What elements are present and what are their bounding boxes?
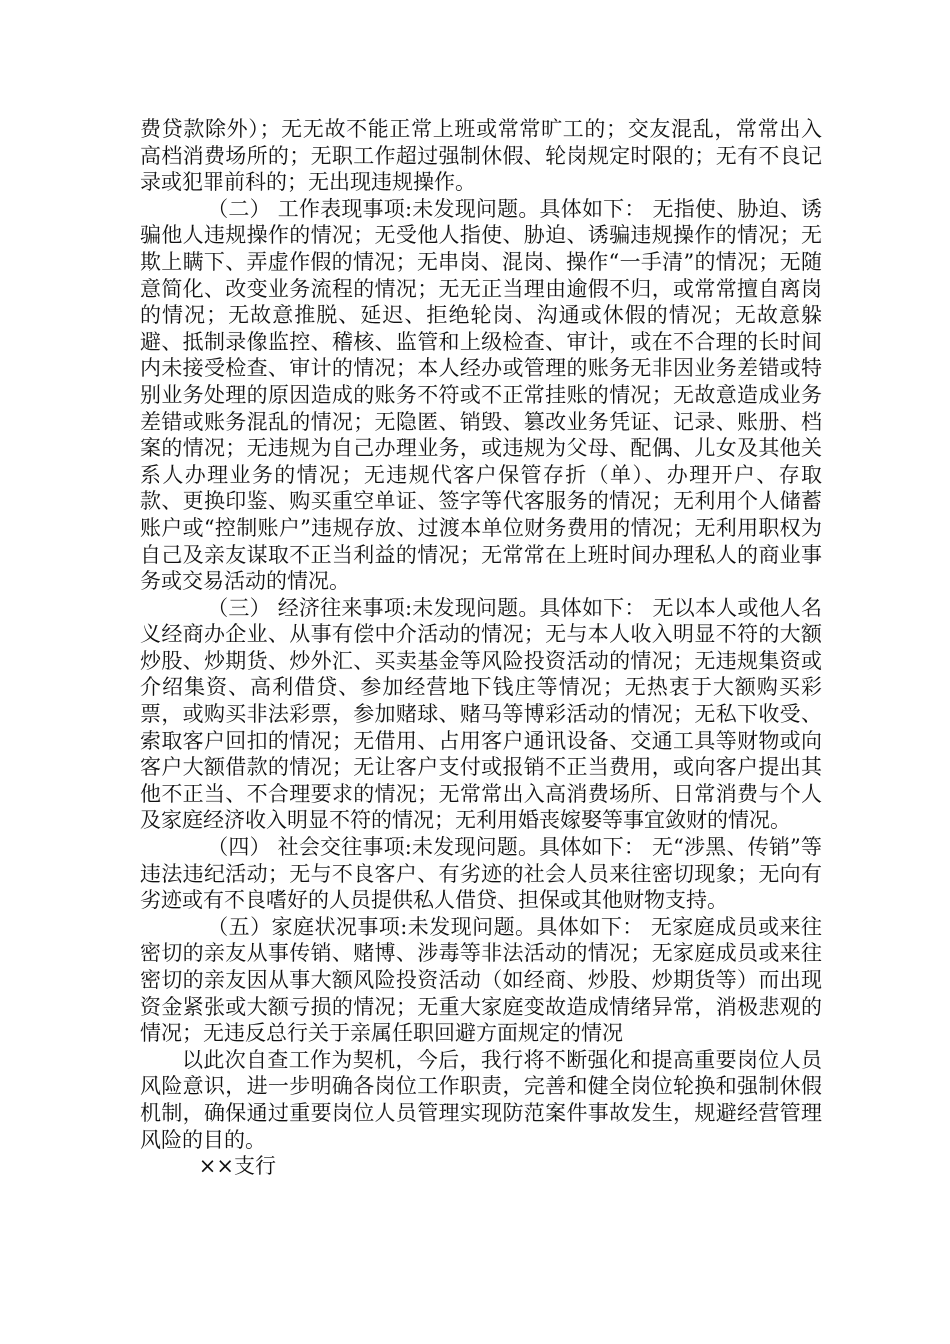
paragraph-family-status: （五）家庭状况事项:未发现问题。具体如下： 无家庭成员或来往密切的亲友从事传销、赌博、涉毒等非法活动的情况；无家庭成员或来往密切的亲友因从事大额风险投资活动（如经商、炒股、炒期货等）而出现资金紧张或大额亏损的情况；无重大家庭变故造成情绪异常，消极悲观的情况；无违反总行关于亲属任职回避方面规定的情况 — [140, 914, 822, 1046]
document-page — [140, 116, 822, 1180]
paragraph-social-interactions: （四） 社会交往事项:未发现问题。具体如下： 无“涉黑、传销”等违法违纪活动；无与不良客户、有劣迹的社会人员来往密切现象；无向有劣迹或有不良嗜好的人员提供私人借贷、担保或其他财物支持。 — [140, 835, 822, 913]
paragraph-continued-conduct: 费贷款除外）；无无故不能正常上班或常常旷工的；交友混乱，常常出入高档消费场所的；无职工作超过强制休假、轮岗规定时限的；无有不良记录或犯罪前科的；无出现违规操作。 — [140, 117, 822, 195]
signature: ××支行 — [198, 1154, 276, 1179]
paragraph-conclusion: 以此次自查工作为契机，今后，我行将不断强化和提高重要岗位人员风险意识，进一步明确各岗位工作职责，完善和健全岗位轮换和强制休假机制，确保通过重要岗位人员管理实现防范案件事故发生，规避经营管理风险的目的。 — [140, 1047, 822, 1152]
paragraph-economic-dealings: （三） 经济往来事项:未发现问题。具体如下： 无以本人或他人名义经商办企业、从事有偿中介活动的情况；无与本人收入明显不符的大额炒股、炒期货、炒外汇、买卖基金等风险投资活动的情况；无违规集资或介绍集资、高利借贷、参加经营地下钱庄等情况；无热衷于大额购买彩票，或购买非法彩票，参加赌球、赌马等博彩活动的情况；无私下收受、索取客户回扣的情况；无借用、占用客户通讯设备、交通工具等财物或向客户大额借款的情况；无让客户支付或报销不正当费用，或向客户提出其他不正当、不合理要求的情况；无常常出入高消费场所、日常消费与个人及家庭经济收入明显不符的情况；无利用婚丧嫁娶等事宜敛财的情况。 — [140, 595, 822, 833]
paragraph-work-performance: （二） 工作表现事项:未发现问题。具体如下： 无指使、胁迫、诱骗他人违规操作的情况；无受他人指使、胁迫、诱骗违规操作的情况；无欺上瞒下、弄虚作假的情况；无串岗、混岗、操作“一手清”的情况；无随意简化、改变业务流程的情况；无无正当理由逾假不归，或常常擅自离岗的情况；无故意推脱、延迟、拒绝轮岗、沟通或休假的情况；无故意躲避、抵制录像监控、稽核、监管和上级检查、审计，或在不合理的长时间内未接受检查、审计的情况；本人经办或管理的账务无非因业务差错或特别业务处理的原因造成的账务不符或不正常挂账的情况；无故意造成业务差错或账务混乱的情况；无隐匿、销毁、篡改业务凭证、记录、账册、档案的情况；无违规为自己办理业务，或违规为父母、配偶、儿女及其他关系人办理业务的情况；无违规代客户保管存折（单）、办理开户、存取款、更换印鉴、购买重空单证、签字等代客服务的情况；无利用个人储蓄账户或“控制账户”违规存放、过渡本单位财务费用的情况；无利用职权为自己及亲友谋取不正当利益的情况；无常常在上班时间办理私人的商业事务或交易活动的情况。 — [140, 196, 822, 594]
